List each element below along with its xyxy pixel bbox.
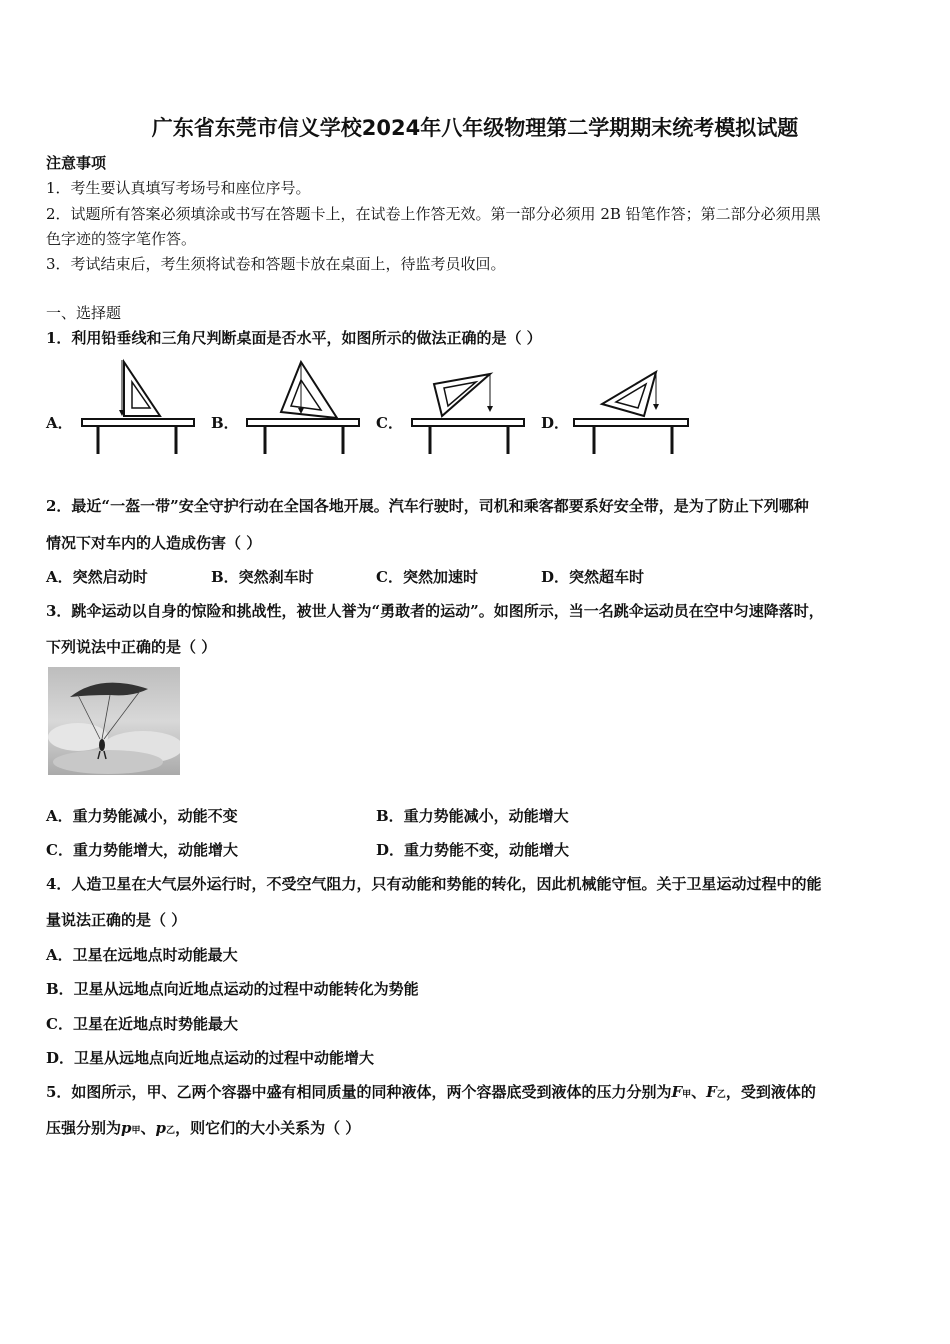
q3-option-d: D．重力势能不变，动能增大 bbox=[376, 841, 570, 859]
question-4-line-2: 量说法正确的是（ ） bbox=[46, 911, 187, 929]
q1-option-c-label: C． bbox=[376, 414, 403, 432]
q2-option-b: B．突然刹车时 bbox=[211, 568, 314, 586]
separator: 、 bbox=[691, 1083, 707, 1101]
subscript-yi: 乙 bbox=[716, 1090, 726, 1100]
question-5-line-1 bbox=[46, 1081, 816, 1102]
section-heading: 一、选择题 bbox=[46, 304, 122, 322]
q2-option-d: D．突然超车时 bbox=[541, 568, 645, 586]
q4-option-c: C．卫星在近地点时势能最大 bbox=[46, 1015, 238, 1033]
notice-item-3: 3．考试结束后，考生须将试卷和答题卡放在桌面上，待监考员收回。 bbox=[46, 255, 506, 273]
q2-option-a: A．突然启动时 bbox=[46, 568, 148, 586]
q2-option-c: C．突然加速时 bbox=[376, 568, 478, 586]
question-1: 1．利用铅垂线和三角尺判断桌面是否水平，如图所示的做法正确的是（ ） bbox=[46, 329, 542, 347]
pressure-symbol-2: p bbox=[155, 1119, 167, 1137]
q5-text-1: 5．如图所示，甲、乙两个容器中盛有相同质量的同种液体，两个容器底受到液体的压力分别为 bbox=[46, 1083, 672, 1101]
notice-heading: 注意事项 bbox=[46, 154, 107, 172]
q1-option-d-label: D． bbox=[541, 414, 570, 432]
q1-figure-a bbox=[80, 358, 198, 458]
page-title: 广东省东莞市信义学校2024年八年级物理第二学期期末统考模拟试题 bbox=[151, 116, 799, 140]
q1-figure-c bbox=[410, 358, 528, 458]
subscript-jia-2: 甲 bbox=[131, 1126, 141, 1136]
separator-2: 、 bbox=[140, 1119, 156, 1137]
pressure-symbol: p bbox=[121, 1119, 132, 1137]
force-symbol: F bbox=[671, 1083, 683, 1101]
question-2-line-1: 2．最近“一盔一带”安全守护行动在全国各地开展。汽车行驶时，司机和乘客都要系好安全带，是为了防止下列哪种 bbox=[46, 497, 809, 515]
q3-option-b: B．重力势能减小，动能增大 bbox=[376, 807, 569, 825]
q1-figure-d bbox=[572, 358, 692, 458]
q4-option-d: D．卫星从远地点向近地点运动的过程中动能增大 bbox=[46, 1049, 375, 1067]
subscript-yi-2: 乙 bbox=[166, 1126, 176, 1136]
notice-item-1: 1．考生要认真填写考场号和座位序号。 bbox=[46, 179, 311, 197]
parachute-photo bbox=[48, 667, 180, 775]
force-symbol-2: F bbox=[706, 1083, 717, 1101]
question-4-line-1: 4．人造卫星在大气层外运行时，不受空气阻力，只有动能和势能的转化，因此机械能守恒。关于卫星运动过程中的能 bbox=[46, 875, 822, 893]
q1-option-b-label: B． bbox=[211, 414, 239, 432]
q1-figure-b bbox=[245, 358, 363, 458]
q5-text-4: ，则它们的大小关系为（ ） bbox=[175, 1119, 361, 1137]
q4-option-a: A．卫星在远地点时动能最大 bbox=[46, 946, 238, 964]
q3-option-c: C．重力势能增大，动能增大 bbox=[46, 841, 238, 859]
q3-option-a: A．重力势能减小，动能不变 bbox=[46, 807, 238, 825]
question-2-line-2: 情况下对车内的人造成伤害（ ） bbox=[46, 534, 262, 552]
notice-item-2: 2．试题所有答案必须填涂或书写在答题卡上，在试卷上作答无效。第一部分必须用 2B 铅笔作答；第二部分必须用黑 bbox=[46, 205, 821, 223]
question-5-line-2 bbox=[46, 1117, 360, 1138]
question-3-line-2: 下列说法中正确的是（ ） bbox=[46, 638, 217, 656]
subscript-jia: 甲 bbox=[682, 1090, 692, 1100]
question-3-line-1: 3．跳伞运动以自身的惊险和挑战性，被世人誉为“勇敢者的运动”。如图所示，当一名跳伞运动员在空中匀速降落时， bbox=[46, 602, 824, 620]
notice-item-2-cont: 色字迹的签字笔作答。 bbox=[46, 230, 197, 248]
q1-option-a-label: A． bbox=[46, 414, 73, 432]
q5-text-2: ，受到液体的 bbox=[725, 1083, 816, 1101]
q5-text-3: 压强分别为 bbox=[46, 1119, 122, 1137]
q4-option-b: B．卫星从远地点向近地点运动的过程中动能转化为势能 bbox=[46, 980, 419, 998]
